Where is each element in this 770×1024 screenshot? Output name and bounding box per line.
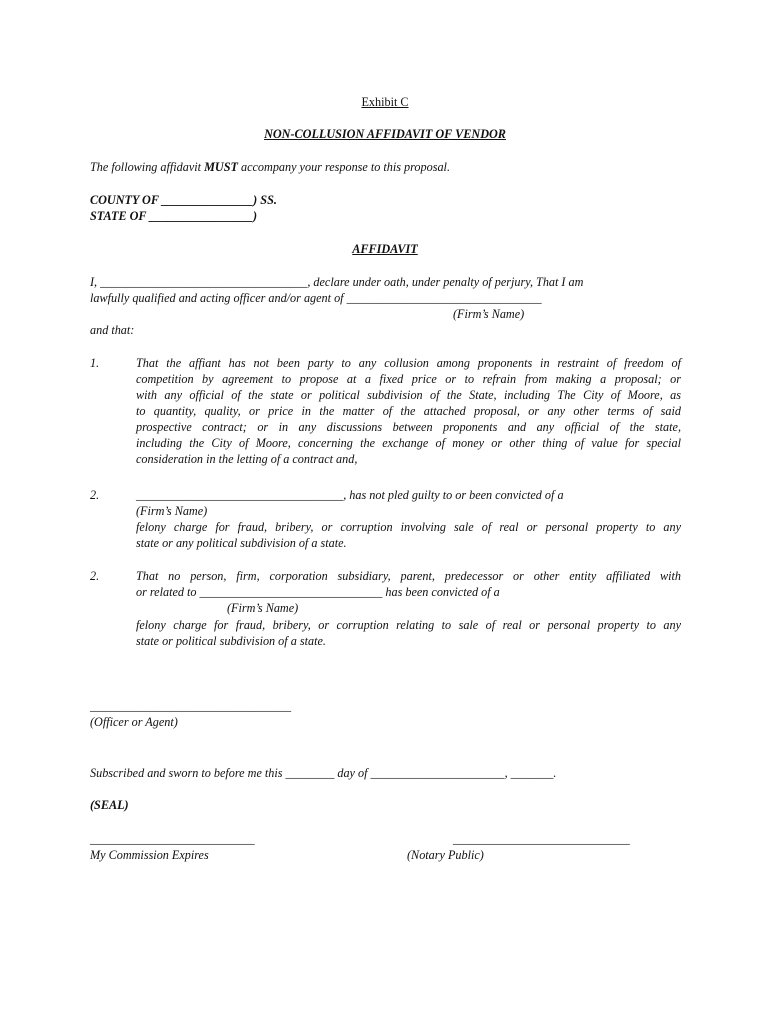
item-2-line: state or any political subdivision of a state. [136,536,347,550]
exhibit-label [0,94,770,110]
item-3-line-2: or related to ______________________________ has been convicted of a [136,585,500,599]
declaration-line-1: I, __________________________________, declare under oath, under penalty of perjury, That I am [90,275,584,289]
state-line: STATE OF _________________) [90,209,258,223]
commission-line: ___________________________ [90,832,255,846]
item-3-paragraph [136,617,681,649]
item-3-line: felony charge for fraud, bribery, or corruption relating to sale of real or personal property to any [136,618,681,632]
document-title [0,126,770,142]
exhibit-text: Exhibit C [361,95,409,109]
affidavit-heading-text: AFFIDAVIT [352,242,418,256]
item-2-line-1: __________________________________, has not pled guilty to or been convicted of a [136,488,564,502]
signature-caption: (Officer or Agent) [90,715,178,729]
and-that-text: and that: [90,323,135,337]
firm-name-caption: (Firm’s Name) [453,307,525,321]
item-2-line: felony charge for fraud, bribery, or corruption involving sale of real or personal property to any [136,520,681,534]
item-2-number: 2. [90,488,100,502]
item-1-line: That the affiant has not been party to any collusion among proponents in restraint of freedom of [136,356,681,370]
item-3-line-1: That no person, firm, corporation subsidiary, parent, predecessor or other entity affiliated with [136,569,681,583]
subscribed-line: Subscribed and sworn to before me this ________ day of ______________________, _______. [90,766,557,780]
item-1-line: consideration in the letting of a contract and, [136,452,358,466]
affidavit-heading [0,241,770,257]
item-2-firm-caption: (Firm’s Name) [136,504,208,518]
title-text: NON-COLLUSION AFFIDAVIT OF VENDOR [264,127,506,141]
item-2-paragraph [136,519,681,551]
intro-must: MUST [204,160,238,174]
item-1-line: prospective contract; or in any discussions between proponents and any official of the state, [136,420,681,434]
commission-caption: My Commission Expires [90,848,209,862]
intro-post: accompany your response to this proposal. [237,160,450,174]
item-3-first-line [136,568,681,584]
item-3-line: state or political subdivision of a state. [136,634,326,648]
item-1-line: competition by agreement to propose at a fixed price or to refrain from making a proposal; or [136,372,681,386]
item-1-line: with any official of the state or political subdivision of the State, including The City of Moore, as [136,388,681,402]
item-1-line: to quantity, quality, or price in the matter of the attached proposal, or any other terms of said [136,404,681,418]
item-1-paragraph [136,355,681,467]
notary-caption: (Notary Public) [407,848,484,862]
item-1-number: 1. [90,356,100,370]
intro-sentence [90,159,450,175]
item-3-number: 2. [90,569,100,583]
notary-line: _____________________________ [453,832,630,846]
signature-line: _________________________________ [90,699,292,713]
intro-pre: The following affidavit [90,160,205,174]
item-1-line: including the City of Moore, concerning the exchange of money or other thing of value for special [136,436,681,450]
seal-label: (SEAL) [90,798,129,812]
declaration-line-2: lawfully qualified and acting officer and/or agent of ________________________________ [90,291,542,305]
county-line: COUNTY OF _______________) SS. [90,193,277,207]
item-3-firm-caption: (Firm’s Name) [227,601,299,615]
